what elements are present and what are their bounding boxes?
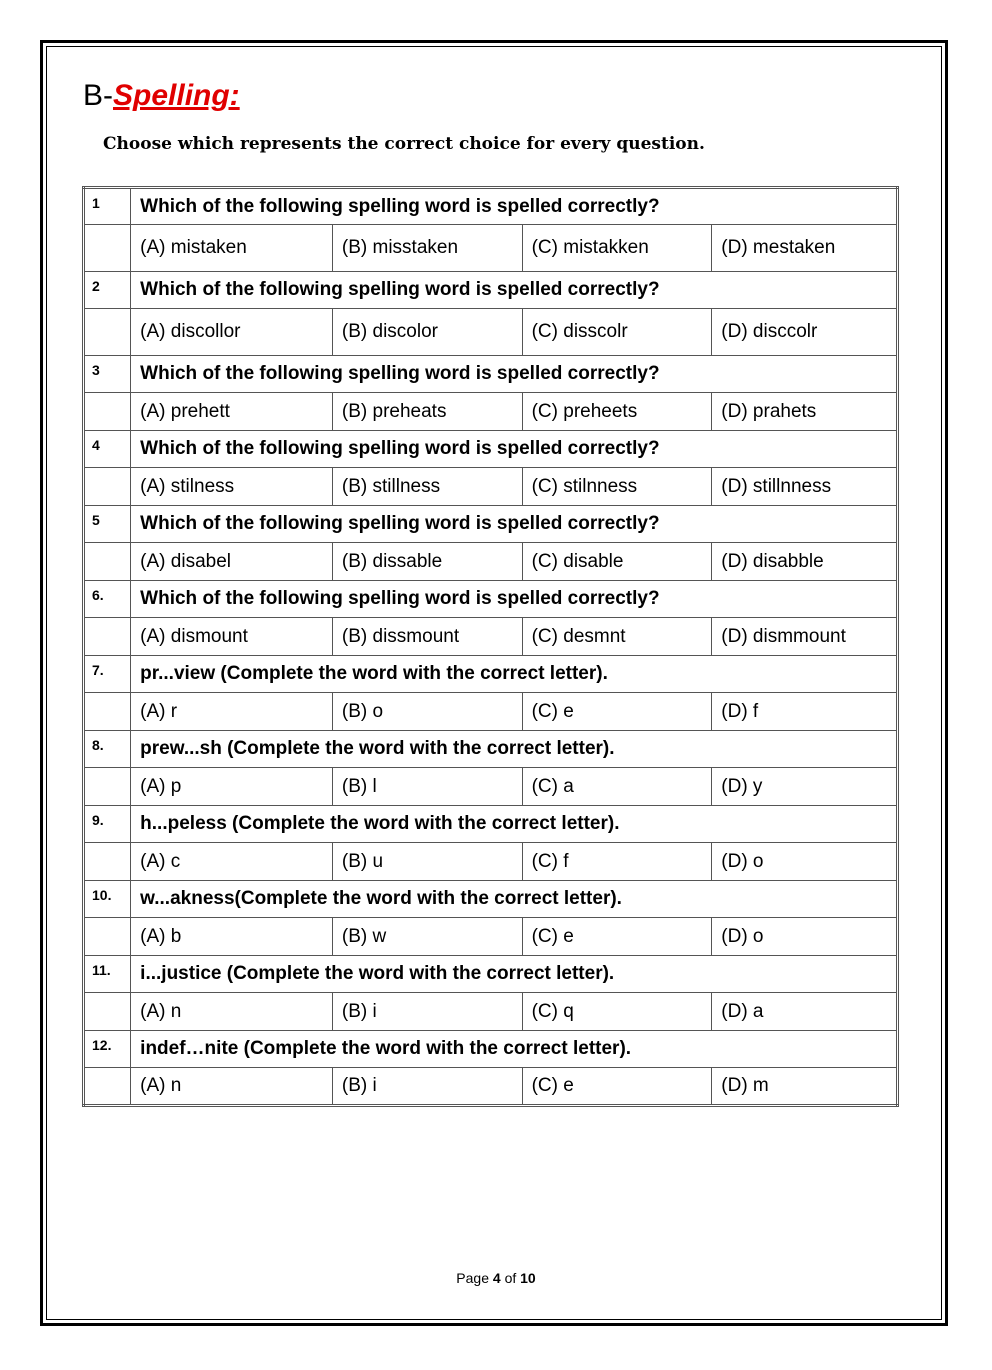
- option-c[interactable]: (C) e: [522, 1068, 712, 1106]
- option-b[interactable]: (B) discolor: [332, 309, 522, 356]
- question-number: 8.: [84, 731, 131, 768]
- option-b[interactable]: (B) dissmount: [332, 618, 522, 656]
- question-text: Which of the following spelling word is spelled correctly?: [131, 188, 898, 225]
- question-number: 12.: [84, 1031, 131, 1068]
- question-number: 1: [84, 188, 131, 225]
- option-b[interactable]: (B) i: [332, 993, 522, 1031]
- options-row-spacer: [84, 618, 131, 656]
- question-row: [84, 506, 898, 543]
- question-number: 11.: [84, 956, 131, 993]
- options-row: [84, 843, 898, 881]
- option-c[interactable]: (C) preheets: [522, 393, 712, 431]
- option-a[interactable]: (A) dismount: [131, 618, 333, 656]
- question-row: [84, 272, 898, 309]
- option-d[interactable]: (D) m: [712, 1068, 898, 1106]
- option-d[interactable]: (D) a: [712, 993, 898, 1031]
- option-a[interactable]: (A) n: [131, 993, 333, 1031]
- option-b[interactable]: (B) dissable: [332, 543, 522, 581]
- question-number: 2: [84, 272, 131, 309]
- option-c[interactable]: (C) disscolr: [522, 309, 712, 356]
- options-row-spacer: [84, 309, 131, 356]
- option-a[interactable]: (A) disabel: [131, 543, 333, 581]
- question-table-body: [84, 188, 898, 1106]
- question-number: 7.: [84, 656, 131, 693]
- question-row: [84, 731, 898, 768]
- question-text: i...justice (Complete the word with the correct letter).: [131, 956, 898, 993]
- option-a[interactable]: (A) mistaken: [131, 225, 333, 272]
- option-a[interactable]: (A) p: [131, 768, 333, 806]
- question-row: [84, 581, 898, 618]
- section-prefix: B-: [83, 79, 113, 112]
- option-a[interactable]: (A) prehett: [131, 393, 333, 431]
- options-row: [84, 309, 898, 356]
- options-row: [84, 993, 898, 1031]
- question-row: [84, 806, 898, 843]
- option-a[interactable]: (A) b: [131, 918, 333, 956]
- options-row-spacer: [84, 1068, 131, 1106]
- option-b[interactable]: (B) misstaken: [332, 225, 522, 272]
- question-number: 6.: [84, 581, 131, 618]
- question-row: [84, 188, 898, 225]
- option-a[interactable]: (A) n: [131, 1068, 333, 1106]
- option-b[interactable]: (B) o: [332, 693, 522, 731]
- question-number: 9.: [84, 806, 131, 843]
- instruction-text: Choose which represents the correct choice for every question.: [103, 134, 705, 154]
- question-text: prew...sh (Complete the word with the correct letter).: [131, 731, 898, 768]
- options-row-spacer: [84, 768, 131, 806]
- question-number: 3: [84, 356, 131, 393]
- question-row: [84, 956, 898, 993]
- question-row: [84, 1031, 898, 1068]
- option-d[interactable]: (D) f: [712, 693, 898, 731]
- option-c[interactable]: (C) a: [522, 768, 712, 806]
- question-row: [84, 656, 898, 693]
- options-row: [84, 693, 898, 731]
- option-c[interactable]: (C) e: [522, 693, 712, 731]
- option-d[interactable]: (D) y: [712, 768, 898, 806]
- option-d[interactable]: (D) mestaken: [712, 225, 898, 272]
- option-b[interactable]: (B) l: [332, 768, 522, 806]
- option-b[interactable]: (B) stillness: [332, 468, 522, 506]
- option-d[interactable]: (D) prahets: [712, 393, 898, 431]
- options-row: [84, 225, 898, 272]
- question-text: w...akness(Complete the word with the correct letter).: [131, 881, 898, 918]
- footer-of-word: of: [504, 1270, 517, 1286]
- footer-page-word: Page: [456, 1270, 489, 1286]
- options-row-spacer: [84, 468, 131, 506]
- question-number: 5: [84, 506, 131, 543]
- options-row-spacer: [84, 393, 131, 431]
- question-text: Which of the following spelling word is spelled correctly?: [131, 506, 898, 543]
- question-text: pr...view (Complete the word with the correct letter).: [131, 656, 898, 693]
- option-c[interactable]: (C) disable: [522, 543, 712, 581]
- option-d[interactable]: (D) stillnness: [712, 468, 898, 506]
- options-row: [84, 918, 898, 956]
- option-d[interactable]: (D) dismmount: [712, 618, 898, 656]
- option-c[interactable]: (C) q: [522, 993, 712, 1031]
- options-row-spacer: [84, 918, 131, 956]
- option-c[interactable]: (C) stilnness: [522, 468, 712, 506]
- footer-total-pages: 10: [520, 1270, 536, 1286]
- option-c[interactable]: (C) f: [522, 843, 712, 881]
- options-row: [84, 768, 898, 806]
- options-row: [84, 393, 898, 431]
- footer-current-page: 4: [492, 1270, 501, 1286]
- options-row: [84, 468, 898, 506]
- question-text: Which of the following spelling word is spelled correctly?: [131, 272, 898, 309]
- section-heading: Spelling:: [113, 79, 240, 112]
- options-row-spacer: [84, 225, 131, 272]
- options-row: [84, 1068, 898, 1106]
- option-a[interactable]: (A) r: [131, 693, 333, 731]
- question-text: h...peless (Complete the word with the correct letter).: [131, 806, 898, 843]
- options-row-spacer: [84, 993, 131, 1031]
- option-b[interactable]: (B) w: [332, 918, 522, 956]
- option-b[interactable]: (B) preheats: [332, 393, 522, 431]
- question-number: 4: [84, 431, 131, 468]
- question-table: [82, 186, 899, 1107]
- question-text: Which of the following spelling word is spelled correctly?: [131, 431, 898, 468]
- page-footer: [0, 1268, 992, 1288]
- option-d[interactable]: (D) disabble: [712, 543, 898, 581]
- question-row: [84, 881, 898, 918]
- option-a[interactable]: (A) discollor: [131, 309, 333, 356]
- section-title: [83, 76, 240, 116]
- option-c[interactable]: (C) desmnt: [522, 618, 712, 656]
- options-row: [84, 543, 898, 581]
- option-b[interactable]: (B) i: [332, 1068, 522, 1106]
- options-row-spacer: [84, 543, 131, 581]
- option-b[interactable]: (B) u: [332, 843, 522, 881]
- option-d[interactable]: (D) o: [712, 843, 898, 881]
- options-row: [84, 618, 898, 656]
- option-a[interactable]: (A) stilness: [131, 468, 333, 506]
- option-c[interactable]: (C) e: [522, 918, 712, 956]
- question-row: [84, 356, 898, 393]
- question-text: indef…nite (Complete the word with the correct letter).: [131, 1031, 898, 1068]
- options-row-spacer: [84, 843, 131, 881]
- question-row: [84, 431, 898, 468]
- question-number: 10.: [84, 881, 131, 918]
- question-text: Which of the following spelling word is spelled correctly?: [131, 581, 898, 618]
- question-text: Which of the following spelling word is spelled correctly?: [131, 356, 898, 393]
- option-d[interactable]: (D) o: [712, 918, 898, 956]
- option-c[interactable]: (C) mistakken: [522, 225, 712, 272]
- option-d[interactable]: (D) disccolr: [712, 309, 898, 356]
- option-a[interactable]: (A) c: [131, 843, 333, 881]
- options-row-spacer: [84, 693, 131, 731]
